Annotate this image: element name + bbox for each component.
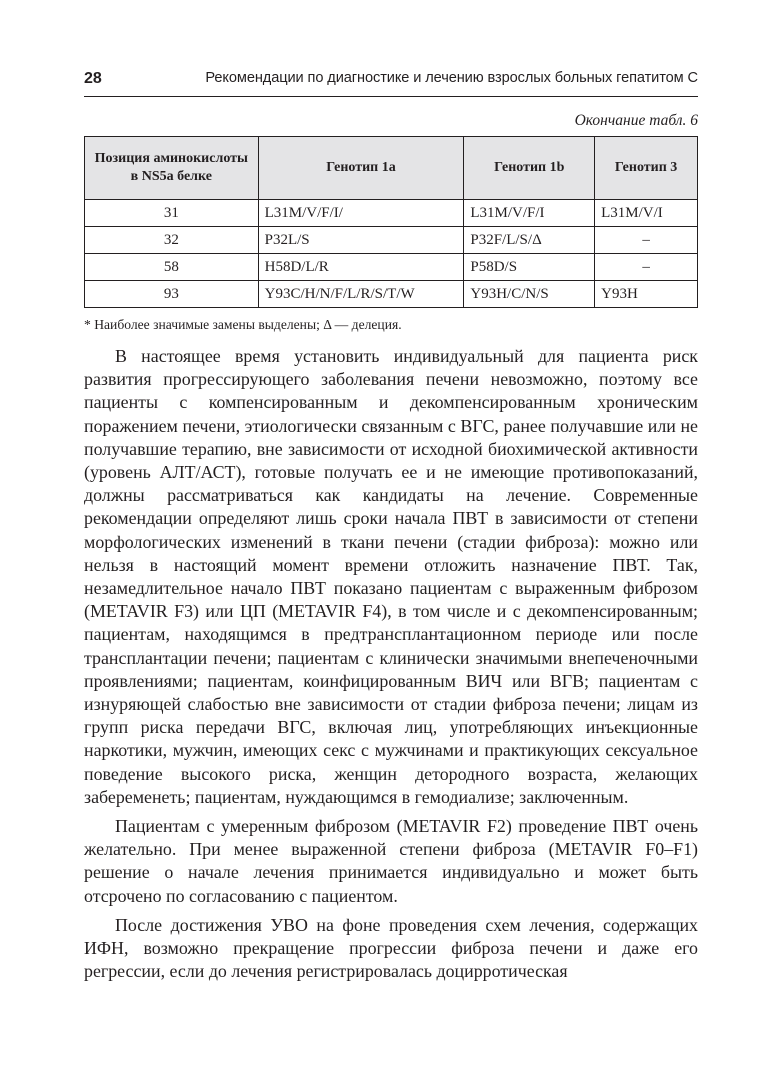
paragraph: Пациентам с умеренным фиброзом (METAVIR F2) проведение ПВТ очень желательно. При менее выраженной степени фиброза (METAVIR F0–F1) решение о начале лечения принимается индивидуально и может быть отсрочено по согласованию с пациентом. bbox=[84, 816, 698, 906]
table-cell: – bbox=[595, 254, 698, 281]
column-header: Генотип 1a bbox=[258, 137, 464, 200]
table-cell: L31M/V/I bbox=[595, 200, 698, 227]
table-cell: 32 bbox=[85, 227, 259, 254]
table-caption: Окончание табл. 6 bbox=[574, 112, 698, 129]
body-text bbox=[84, 345, 698, 989]
table-cell: P32F/L/S/Δ bbox=[464, 227, 595, 254]
page-number: 28 bbox=[84, 70, 102, 87]
table-cell: L31M/V/F/I bbox=[464, 200, 595, 227]
table-cell: P58D/S bbox=[464, 254, 595, 281]
page-header bbox=[84, 66, 698, 97]
table-row bbox=[85, 227, 698, 254]
table-cell: 93 bbox=[85, 281, 259, 308]
column-header: Генотип 1b bbox=[464, 137, 595, 200]
table-cell: L31M/V/F/I/ bbox=[258, 200, 464, 227]
table-cell: 31 bbox=[85, 200, 259, 227]
table-cell: Y93C/H/N/F/L/R/S/T/W bbox=[258, 281, 464, 308]
table-cell: Y93H bbox=[595, 281, 698, 308]
table-cell: – bbox=[595, 227, 698, 254]
table-cell: H58D/L/R bbox=[258, 254, 464, 281]
table-cell: Y93H/C/N/S bbox=[464, 281, 595, 308]
paragraph: После достижения УВО на фоне проведения схем лечения, содержащих ИФН, возможно прекращение прогрессии фиброза печени и даже его регрессии, если до лечения регистрировалась доцирротическая bbox=[84, 914, 698, 982]
table-row bbox=[85, 254, 698, 281]
table-header-row bbox=[85, 137, 698, 200]
table-cell: 58 bbox=[85, 254, 259, 281]
column-header: Генотип 3 bbox=[595, 137, 698, 200]
running-title: Рекомендации по диагностике и лечению взрослых больных гепатитом С bbox=[205, 70, 698, 86]
paragraph: В настоящее время установить индивидуальный для пациента риск развития прогрессирующего заболевания печени невозможно, поэтому все пациенты с компенсированным и декомпенсированным хроническим поражением печени, этиологически связанным с ВГС, ранее получавшие или не получавшие терапию, вне зависимости от исходной биохимической активности (уровень АЛТ/АСТ), готовые получать ее и не имеющие противопоказаний, должны рассматриваться как кандидаты на лечение. Современные рекомендации определяют лишь сроки начала ПВТ в зависимости от степени морфологических изменений в ткани печени (стадии фиброза): можно или нельзя в настоящий момент времени отложить назначение ПВТ. Так, незамедлительное начало ПВТ показано пациентам с выраженным фиброзом (METAVIR F3) или ЦП (METAVIR F4), в том числе и с декомпенсированным; пациентам, находящимся в предтрансплантационном периоде или после трансплантации печени; пациентам с клинически значимыми внепеченочными проявлениями; пациентам, коинфицированным ВИЧ или ВГВ; пациентам с изнуряющей слабостью вне зависимости от стадии фиброза печени; лицам из групп риска передачи ВГС, включая лиц, употребляющих инъекционные наркотики, мужчин, имеющих секс с мужчинами и практикующих сексуальное поведение высокого риска, женщин детородного возраста, желающих забеременеть; пациентам, нуждающимся в гемодиализе; заключенным. bbox=[84, 346, 698, 807]
table-footnote: * Наиболее значимые замены выделены; Δ — делеция. bbox=[84, 317, 402, 332]
mutation-table bbox=[84, 136, 698, 308]
table-cell: P32L/S bbox=[258, 227, 464, 254]
table-row bbox=[85, 281, 698, 308]
column-header: Позиция аминокислоты в NS5a белке bbox=[85, 137, 259, 200]
table-row bbox=[85, 200, 698, 227]
